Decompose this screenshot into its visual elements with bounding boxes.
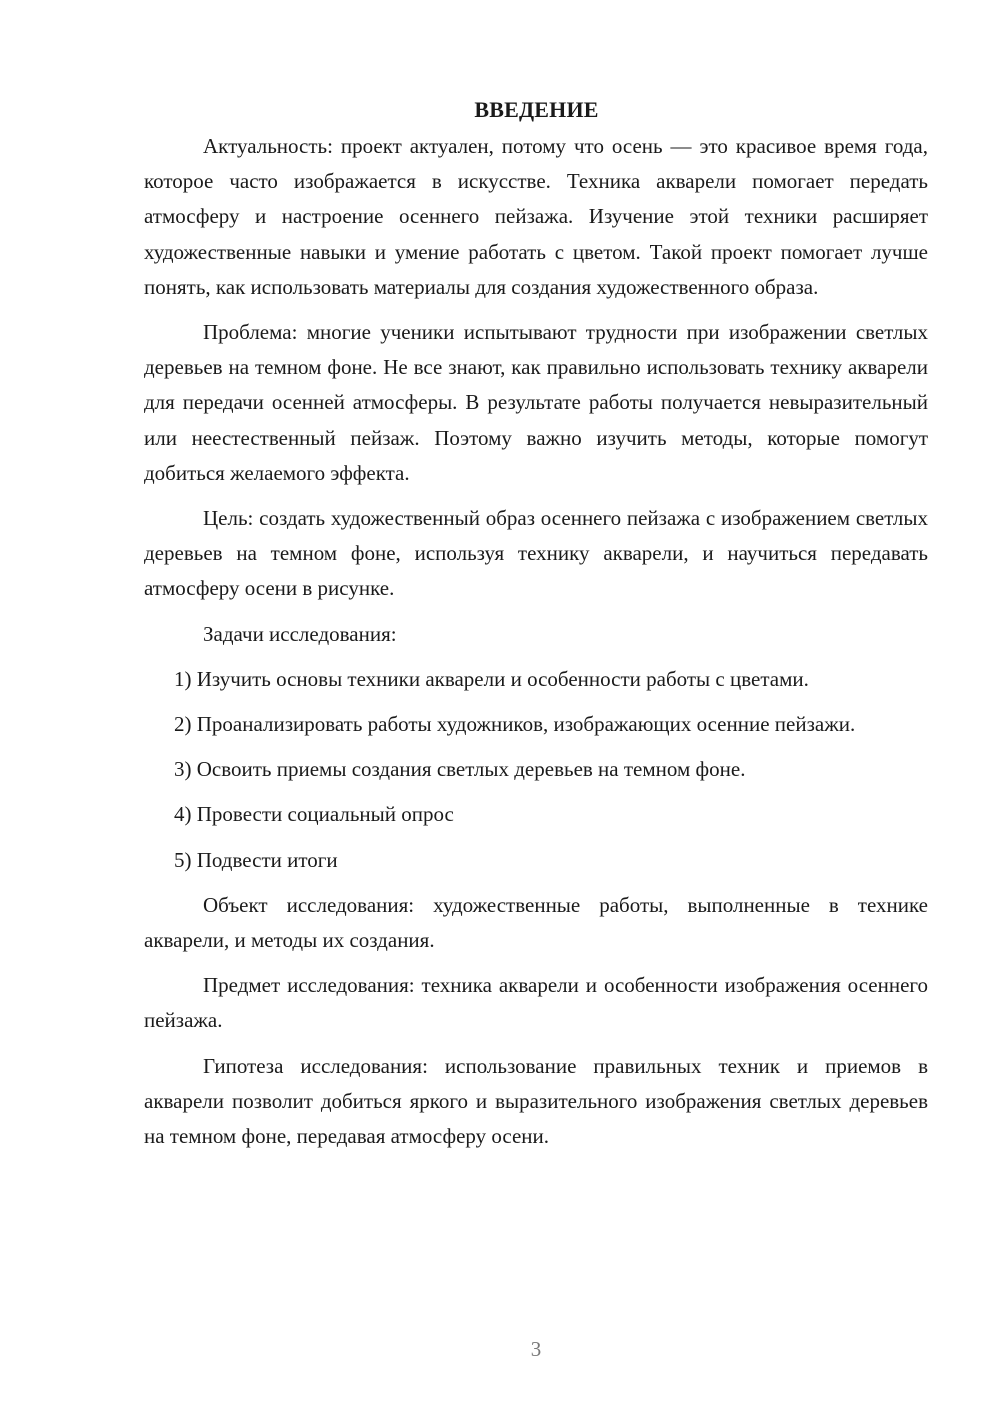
task-item-1: 1) Изучить основы техники акварели и особенности работы с цветами.	[174, 666, 809, 691]
hypothesis-paragraph: Гипотеза исследования: использование правильных техник и приемов в акварели позволит добиться яркого и выразительного изображения светлых деревьев на темном фоне, передавая атмосферу осени.	[144, 1053, 928, 1149]
page-title: ВВЕДЕНИЕ	[474, 97, 599, 122]
goal-paragraph: Цель: создать художественный образ осеннего пейзажа с изображением светлых деревьев на темном фоне, используя технику акварели, и научиться передавать атмосферу осени в рисунке.	[144, 506, 928, 601]
task-item-4: 4) Провести социальный опрос	[174, 802, 454, 827]
task-item-5: 5) Подвести итоги	[174, 847, 338, 872]
subject-paragraph: Предмет исследования: техника акварели и особенности изображения осеннего пейзажа.	[144, 973, 928, 1033]
document-page	[144, 92, 928, 1164]
task-item-2: 2) Проанализировать работы художников, изображающих осенние пейзажи.	[174, 712, 856, 737]
tasks-heading: Задачи исследования:	[203, 621, 397, 646]
task-item-3: 3) Освоить приемы создания светлых деревьев на темном фоне.	[174, 757, 746, 782]
problem-paragraph: Проблема: многие ученики испытывают трудности при изображении светлых деревьев на темном фоне. Не все знают, как правильно использовать технику акварели для передачи осенней атмосферы. В результате работы получается невыразительный или неестественный пейзаж. Поэтому важно изучить методы, которые помогут добиться желаемого эффекта.	[144, 320, 928, 485]
page-number: 3	[530, 1337, 542, 1361]
object-paragraph: Объект исследования: художественные работы, выполненные в технике акварели, и методы их создания.	[144, 892, 928, 953]
relevance-paragraph: Актуальность: проект актуален, потому что осень — это красивое время года, которое часто изображается в искусстве. Техника акварели помогает передать атмосферу и настроение осеннего пейзажа. Изучение этой техники расширяет художественные навыки и умение работать с цветом. Такой проект помогает лучше понять, как использовать материалы для создания художественного образа.	[144, 134, 928, 299]
